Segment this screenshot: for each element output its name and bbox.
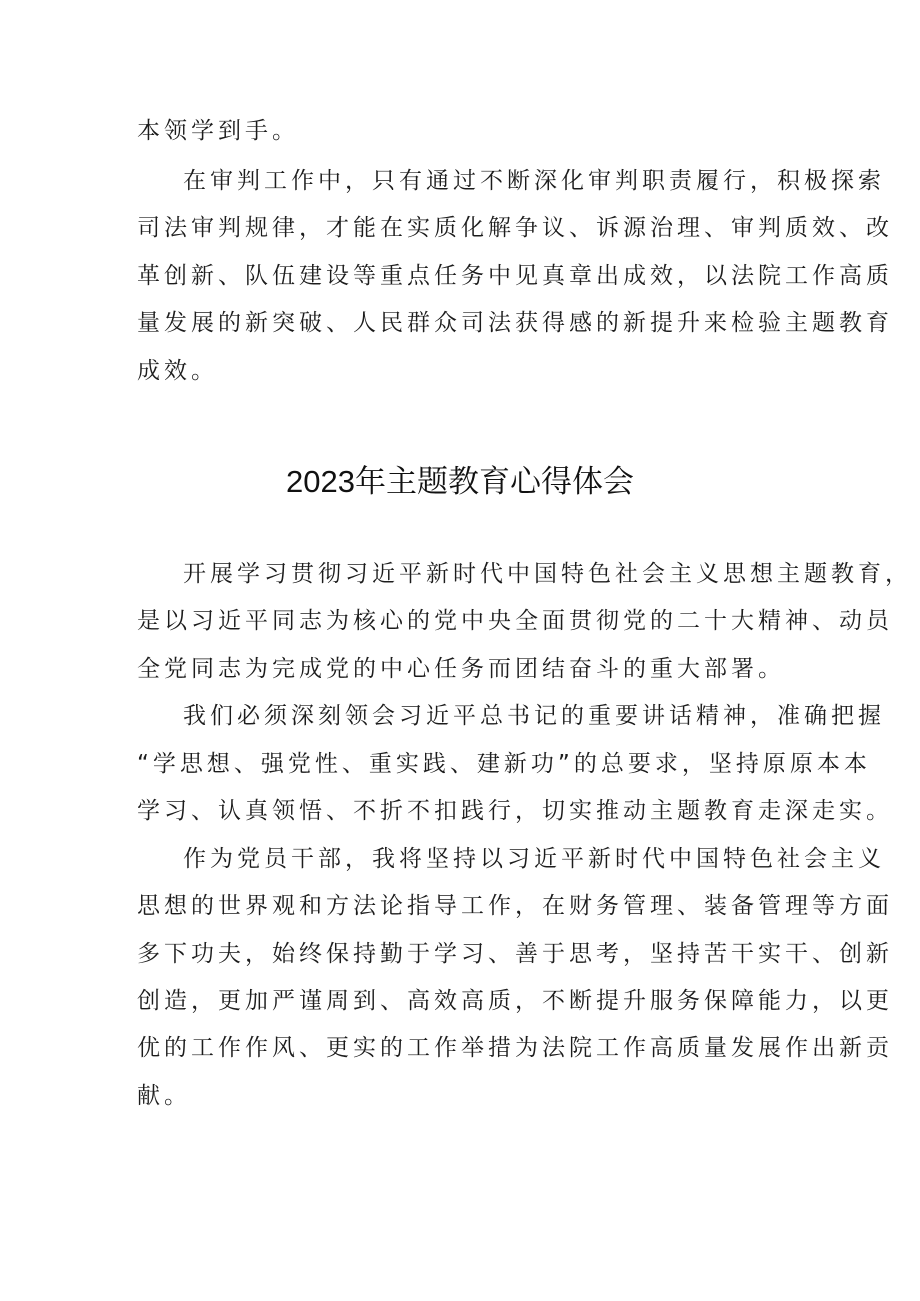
paragraph-line: 司法审判规律，才能在实质化解争议、诉源治理、审判质效、改	[137, 215, 893, 241]
paragraph-line: 革创新、队伍建设等重点任务中见真章出成效，以法院工作高质	[137, 263, 893, 289]
paragraph-line: 创造，更加严谨周到、高效高质，不断提升服务保障能力，以更	[137, 988, 893, 1014]
paragraph-line: 多下功夫，始终保持勤于学习、善于思考，坚持苦干实干、创新	[137, 941, 893, 967]
paragraph-line: 在审判工作中，只有通过不断深化审判职责履行，积极探索	[183, 168, 885, 194]
paragraph-line: 优的工作作风、更实的工作举措为法院工作高质量发展作出新贡	[137, 1035, 893, 1061]
paragraph-line: “学思想、强党性、重实践、建新功”的总要求，坚持原原本本	[137, 751, 871, 777]
paragraph-line: 我们必须深刻领会习近平总书记的重要讲话精神，准确把握	[183, 703, 885, 729]
paragraph-line: 全党同志为完成党的中心任务而团结奋斗的重大部署。	[137, 656, 785, 682]
paragraph-line: 是以习近平同志为核心的党中央全面贯彻党的二十大精神、动员	[137, 608, 893, 634]
paragraph-line: 开展学习贯彻习近平新时代中国特色社会主义思想主题教育，	[183, 561, 912, 587]
paragraph-line: 献。	[137, 1083, 191, 1109]
document-title: 2023年主题教育心得体会	[286, 464, 634, 499]
paragraph-line: 本领学到手。	[137, 118, 299, 144]
paragraph-line: 学习、认真领悟、不折不扣践行，切实推动主题教育走深走实。	[137, 798, 893, 824]
paragraph-line: 成效。	[137, 358, 218, 384]
paragraph-line: 思想的世界观和方法论指导工作，在财务管理、装备管理等方面	[137, 893, 893, 919]
paragraph-line: 作为党员干部，我将坚持以习近平新时代中国特色社会主义	[183, 846, 885, 872]
paragraph-line: 量发展的新突破、人民群众司法获得感的新提升来检验主题教育	[137, 310, 893, 336]
